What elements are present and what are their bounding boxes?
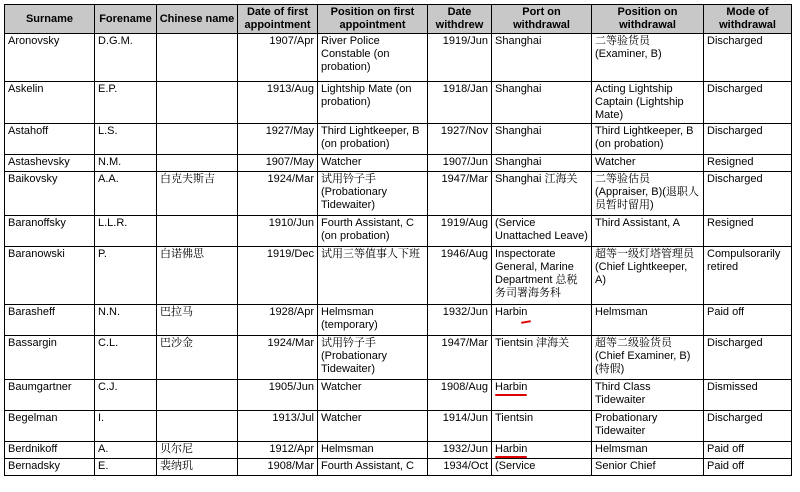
date-withdrew-cell: 1918/Jan [428, 82, 492, 124]
mode-cell: Paid off [704, 459, 792, 476]
position-first-cell: Watcher [318, 155, 428, 172]
chinese-name-cell [157, 216, 238, 247]
port-cell: Shanghai [492, 82, 592, 124]
position-withdrawal-cell: 二等验货员 (Examiner, B) [592, 34, 704, 82]
port-cell: Tientsin 津海关 [492, 336, 592, 380]
position-first-cell: 试用钤子手 (Probationary Tidewaiter) [318, 336, 428, 380]
position-withdrawal-cell: 超等二级验货员 (Chief Examiner, B)(特假) [592, 336, 704, 380]
surname-cell: Baranowski [5, 247, 95, 305]
date-first-cell: 1928/Apr [238, 305, 318, 336]
surname-cell: Begelman [5, 411, 95, 442]
red-underline-mark [495, 456, 527, 458]
header-position-first: Position on first appointment [318, 5, 428, 34]
date-first-cell: 1908/Mar [238, 459, 318, 476]
table-row [5, 34, 792, 82]
surname-cell: Berdnikoff [5, 442, 95, 459]
mode-cell: Dismissed [704, 380, 792, 411]
port-cell: (Service Unattached Leave) [492, 216, 592, 247]
table-row [5, 155, 792, 172]
date-withdrew-cell: 1947/Mar [428, 336, 492, 380]
header-forename: Forename [95, 5, 157, 34]
date-withdrew-cell: 1919/Jun [428, 34, 492, 82]
surname-cell: Baranoffsky [5, 216, 95, 247]
table-row [5, 216, 792, 247]
date-first-cell: 1910/Jun [238, 216, 318, 247]
header-mode: Mode of withdrawal [704, 5, 792, 34]
mode-cell: Paid off [704, 305, 792, 336]
chinese-name-cell: 白克夫斯吉 [157, 172, 238, 216]
mode-cell: Discharged [704, 124, 792, 155]
table-row [5, 247, 792, 305]
date-withdrew-cell: 1934/Oct [428, 459, 492, 476]
header-row [5, 5, 792, 34]
chinese-name-cell [157, 82, 238, 124]
table-row [5, 172, 792, 216]
date-withdrew-cell: 1907/Jun [428, 155, 492, 172]
surname-cell: Astashevsky [5, 155, 95, 172]
date-withdrew-cell: 1946/Aug [428, 247, 492, 305]
position-withdrawal-cell: Watcher [592, 155, 704, 172]
port-cell: Shanghai [492, 124, 592, 155]
forename-cell: L.S. [95, 124, 157, 155]
date-withdrew-cell: 1914/Jun [428, 411, 492, 442]
header-date-withdrew: Date withdrew [428, 5, 492, 34]
position-first-cell: 试用钤子手 (Probationary Tidewaiter) [318, 172, 428, 216]
chinese-name-cell [157, 411, 238, 442]
port-cell: Tientsin [492, 411, 592, 442]
forename-cell: N.N. [95, 305, 157, 336]
position-first-cell: Third Lightkeeper, B (on probation) [318, 124, 428, 155]
forename-cell: C.J. [95, 380, 157, 411]
mode-cell: Compulsorarily retired [704, 247, 792, 305]
date-first-cell: 1912/Apr [238, 442, 318, 459]
chinese-name-cell: 贝尔尼 [157, 442, 238, 459]
position-withdrawal-cell: Probationary Tidewaiter [592, 411, 704, 442]
position-withdrawal-cell: 二等验估员 (Appraiser, B)(退职人员暂时留用) [592, 172, 704, 216]
header-date-first: Date of first appointment [238, 5, 318, 34]
table-row [5, 411, 792, 442]
forename-cell: C.L. [95, 336, 157, 380]
surname-cell: Bassargin [5, 336, 95, 380]
date-withdrew-cell: 1927/Nov [428, 124, 492, 155]
port-cell [492, 380, 592, 411]
date-first-cell: 1919/Dec [238, 247, 318, 305]
date-withdrew-cell: 1919/Aug [428, 216, 492, 247]
table-row [5, 82, 792, 124]
header-chinese-name: Chinese name [157, 5, 238, 34]
forename-cell: P. [95, 247, 157, 305]
mode-cell: Discharged [704, 336, 792, 380]
forename-cell: D.G.M. [95, 34, 157, 82]
surname-cell: Barasheff [5, 305, 95, 336]
forename-cell: A.A. [95, 172, 157, 216]
date-first-cell: 1907/Apr [238, 34, 318, 82]
chinese-name-cell: 巴沙金 [157, 336, 238, 380]
port-annotated [495, 381, 527, 394]
position-first-cell: Watcher [318, 411, 428, 442]
position-first-cell: Lightship Mate (on probation) [318, 82, 428, 124]
chinese-name-cell: 白诺佛思 [157, 247, 238, 305]
red-underline-mark [495, 394, 527, 396]
mode-cell: Paid off [704, 442, 792, 459]
port-text: Harbin [495, 443, 528, 455]
date-withdrew-cell: 1932/Jun [428, 305, 492, 336]
forename-cell: I. [95, 411, 157, 442]
position-first-cell: Helmsman [318, 442, 428, 459]
header-position-withdrawal: Position on withdrawal [592, 5, 704, 34]
mode-cell: Discharged [704, 411, 792, 442]
port-cell: Shanghai [492, 155, 592, 172]
forename-cell: N.M. [95, 155, 157, 172]
position-first-cell: Watcher [318, 380, 428, 411]
forename-cell: L.L.R. [95, 216, 157, 247]
header-surname: Surname [5, 5, 95, 34]
surname-cell: Astahoff [5, 124, 95, 155]
position-withdrawal-cell: 超等一级灯塔管理员 (Chief Lightkeeper, A) [592, 247, 704, 305]
position-withdrawal-cell: Acting Lightship Captain (Lightship Mate) [592, 82, 704, 124]
position-withdrawal-cell: Third Lightkeeper, B (on probation) [592, 124, 704, 155]
mode-cell: Resigned [704, 216, 792, 247]
forename-cell: E. [95, 459, 157, 476]
port-text: Harbin [495, 381, 528, 393]
chinese-name-cell [157, 155, 238, 172]
position-withdrawal-cell: Helmsman [592, 305, 704, 336]
date-first-cell: 1927/May [238, 124, 318, 155]
port-cell [492, 442, 592, 459]
position-first-cell: Fourth Assistant, C [318, 459, 428, 476]
date-first-cell: 1913/Aug [238, 82, 318, 124]
table-row [5, 380, 792, 411]
table-row [5, 336, 792, 380]
surname-cell: Bernadsky [5, 459, 95, 476]
chinese-name-cell [157, 380, 238, 411]
date-first-cell: 1905/Jun [238, 380, 318, 411]
position-first-cell: 试用三等值事人下班 [318, 247, 428, 305]
date-first-cell: 1907/May [238, 155, 318, 172]
port-cell: Shanghai [492, 34, 592, 82]
date-withdrew-cell: 1947/Mar [428, 172, 492, 216]
mode-cell: Discharged [704, 34, 792, 82]
forename-cell: A. [95, 442, 157, 459]
date-withdrew-cell: 1932/Jun [428, 442, 492, 459]
date-first-cell: 1924/Mar [238, 336, 318, 380]
surname-cell: Askelin [5, 82, 95, 124]
position-withdrawal-cell: Third Class Tidewaiter [592, 380, 704, 411]
date-withdrew-cell: 1908/Aug [428, 380, 492, 411]
port-cell [492, 305, 592, 336]
surname-cell: Baikovsky [5, 172, 95, 216]
port-annotated [495, 306, 527, 319]
chinese-name-cell [157, 124, 238, 155]
port-cell: (Service [492, 459, 592, 476]
red-underline-mark [521, 320, 531, 324]
staff-table [4, 4, 792, 476]
position-first-cell: River Police Constable (on probation) [318, 34, 428, 82]
table-row [5, 124, 792, 155]
position-withdrawal-cell: Third Assistant, A [592, 216, 704, 247]
surname-cell: Aronovsky [5, 34, 95, 82]
mode-cell: Discharged [704, 172, 792, 216]
table-row [5, 459, 792, 476]
date-first-cell: 1913/Jul [238, 411, 318, 442]
position-withdrawal-cell: Helmsman [592, 442, 704, 459]
chinese-name-cell [157, 34, 238, 82]
port-cell: Shanghai 江海关 [492, 172, 592, 216]
date-first-cell: 1924/Mar [238, 172, 318, 216]
forename-cell: E.P. [95, 82, 157, 124]
port-text: Harbin [495, 306, 528, 318]
surname-cell: Baumgartner [5, 380, 95, 411]
table-row [5, 305, 792, 336]
position-first-cell: Helmsman (temporary) [318, 305, 428, 336]
position-first-cell: Fourth Assistant, C (on probation) [318, 216, 428, 247]
mode-cell: Resigned [704, 155, 792, 172]
chinese-name-cell: 裴纳玑 [157, 459, 238, 476]
table-row [5, 442, 792, 459]
mode-cell: Discharged [704, 82, 792, 124]
document-page [4, 4, 796, 476]
chinese-name-cell: 巴拉马 [157, 305, 238, 336]
port-annotated [495, 443, 527, 456]
position-withdrawal-cell: Senior Chief [592, 459, 704, 476]
header-port: Port on withdrawal [492, 5, 592, 34]
port-cell: Inspectorate General, Marine Department 总税务司署海务科 [492, 247, 592, 305]
